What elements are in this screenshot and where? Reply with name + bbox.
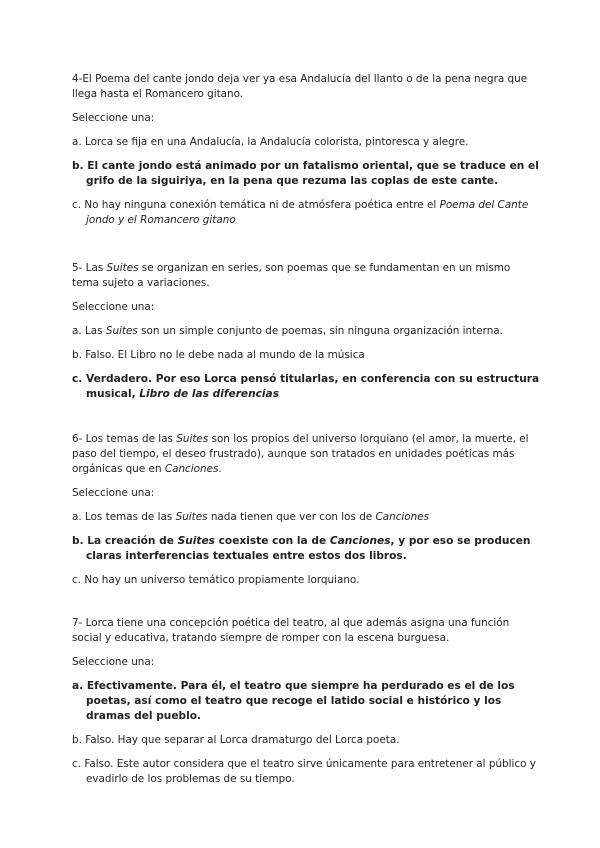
question-5 — [72, 261, 540, 402]
stem-text-italic: Canciones — [164, 463, 219, 475]
option-a[interactable] — [72, 324, 540, 339]
option-text-italic: Canciones — [375, 511, 430, 523]
option-text-italic: Poema del Cante jondo y el Romancero gitano — [86, 199, 529, 226]
stem-text: se organizan en series, son poemas que se fundamentan en un mismo tema sujeto a variaciones. — [72, 262, 511, 289]
stem-text: 5- Las — [72, 262, 107, 274]
option-text: b. El cante jondo está animado por un fatalismo oriental, que se traduce en el grifo de la siguiriya, en la pena que rezuma las coplas de este cante. — [72, 160, 539, 187]
stem-text: 6- Los temas de las — [72, 433, 177, 445]
question-stem — [72, 72, 540, 102]
option-text: c. No hay un universo temático propiamente lorquiano. — [72, 574, 360, 586]
option-text-italic: Suites — [177, 535, 215, 547]
option-a[interactable] — [72, 679, 540, 724]
select-prompt: Seleccione una: — [72, 656, 155, 668]
select-prompt: Seleccione una: — [72, 301, 155, 313]
option-text: b. La creación de — [72, 535, 178, 547]
option-text: a. Los temas de las — [72, 511, 176, 523]
option-c[interactable] — [72, 573, 540, 588]
option-a[interactable] — [72, 510, 540, 525]
question-6 — [72, 432, 540, 588]
select-prompt: Seleccione una: — [72, 112, 155, 124]
option-text-italic: Suites — [105, 325, 138, 337]
option-text: coexiste con la de — [214, 535, 330, 547]
question-stem — [72, 261, 540, 291]
option-text: a. Lorca se fija en una Andalucía, la Andalucía colorista, pintoresca y alegre. — [72, 136, 469, 148]
option-text: b. Falso. Hay que separar al Lorca dramaturgo del Lorca poeta. — [72, 734, 400, 746]
stem-text: . — [218, 463, 222, 475]
option-text: a. Las — [72, 325, 106, 337]
option-text: c. Falso. Este autor considera que el teatro sirve únicamente para entretener al público y evadirlo de los problemas de su tiempo. — [72, 758, 536, 785]
option-text-italic: Canciones — [329, 535, 391, 547]
question-4 — [72, 72, 540, 228]
stem-text: 4-El Poema del cante jondo deja ver ya esa Andalucía del llanto o de la pena negra que llega hasta el Romancero gitano. — [72, 73, 528, 100]
option-a[interactable] — [72, 135, 540, 150]
select-prompt: Seleccione una: — [72, 487, 155, 499]
option-b[interactable] — [72, 159, 540, 189]
option-text: c. Verdadero. Por eso Lorca pensó titularlas, en conferencia con su estructura musical, — [72, 373, 540, 400]
option-b[interactable] — [72, 348, 540, 363]
option-text: b. Falso. El Libro no le debe nada al mundo de la música — [72, 349, 365, 361]
option-text: , y por eso se producen claras interferencias textuales entre estos dos libros. — [86, 535, 531, 562]
question-stem — [72, 616, 540, 646]
question-stem — [72, 432, 540, 477]
option-text-italic: Suites — [175, 511, 208, 523]
stem-text-italic: Suites — [106, 262, 139, 274]
option-text-italic: Libro de las diferencias — [139, 388, 280, 400]
option-c[interactable] — [72, 198, 540, 228]
option-c[interactable] — [72, 757, 540, 787]
option-text: nada tienen que ver con los de — [207, 511, 376, 523]
stem-text: son los propios del universo lorquiano (el amor, la muerte, el paso del tiempo, el deseo frustrado), aunque son tratados en unidades poéticas más orgánicas que en — [72, 433, 529, 475]
option-c[interactable] — [72, 372, 540, 402]
option-b[interactable] — [72, 534, 540, 564]
option-b[interactable] — [72, 733, 540, 748]
question-7 — [72, 616, 540, 787]
option-text: son un simple conjunto de poemas, sin ninguna organización interna. — [137, 325, 503, 337]
option-text: a. Efectivamente. Para él, el teatro que siempre ha perdurado es el de los poetas, así como el teatro que recoge el latido social e histórico y los dramas del pueblo. — [72, 680, 515, 722]
option-text: c. No hay ninguna conexión temática ni de atmósfera poética entre el — [72, 199, 440, 211]
stem-text-italic: Suites — [176, 433, 209, 445]
stem-text: 7- Lorca tiene una concepción poética del teatro, al que además asigna una función social y educativa, tratando siempre de romper con la escena burguesa. — [72, 617, 510, 644]
